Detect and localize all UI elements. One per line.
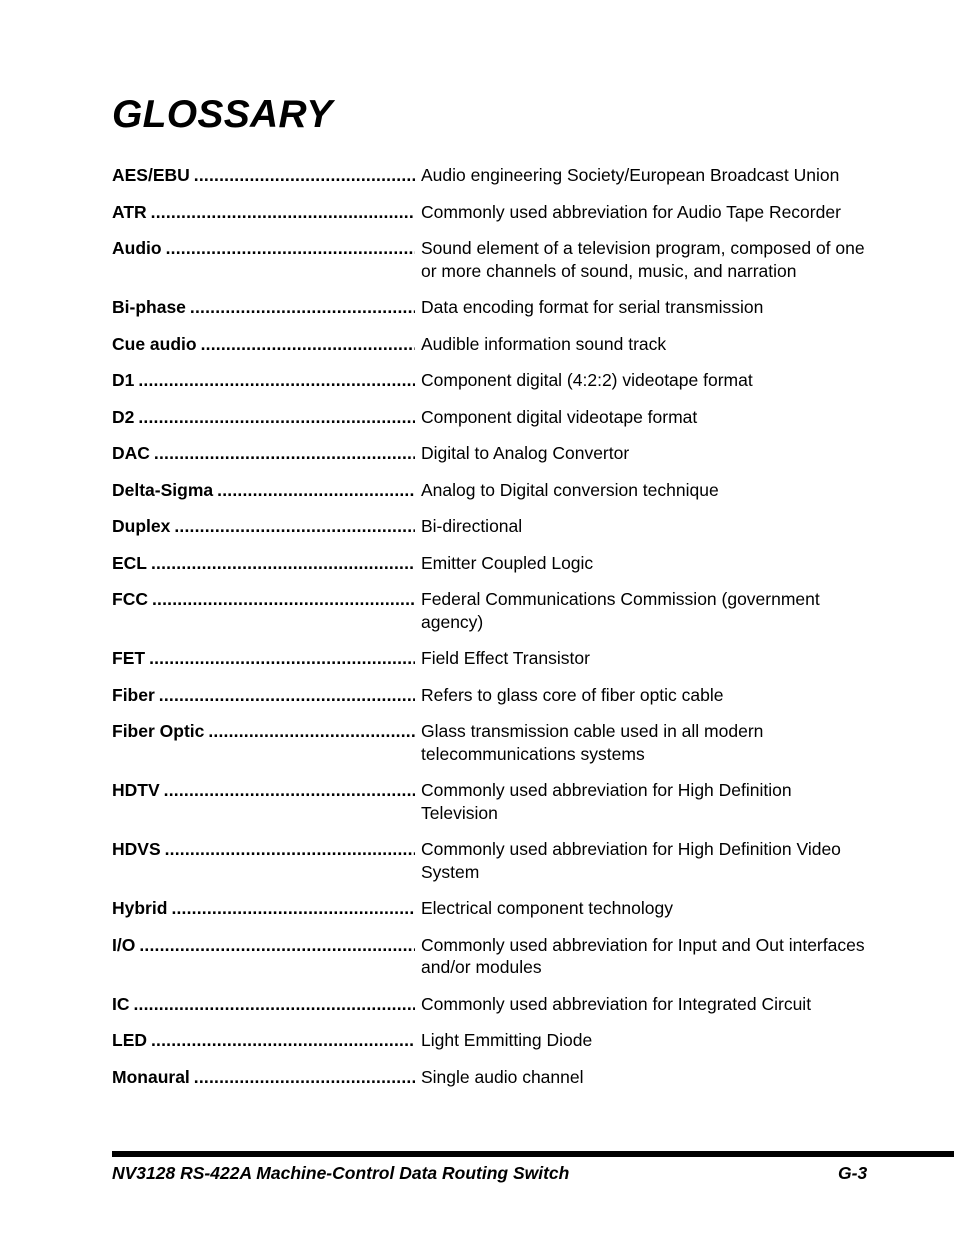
term-cell	[112, 588, 415, 611]
dot-leader	[208, 720, 415, 743]
dot-leader	[194, 164, 415, 187]
dot-leader	[149, 647, 415, 670]
glossary-entry	[112, 237, 872, 282]
glossary-definition: Emitter Coupled Logic	[421, 552, 594, 573]
term-cell	[112, 164, 415, 187]
dot-leader	[174, 515, 415, 538]
dot-leader	[154, 442, 415, 465]
dot-leader	[138, 406, 415, 429]
glossary-term: Audio	[112, 238, 162, 258]
footer-rule	[112, 1151, 954, 1157]
term-cell	[112, 515, 415, 538]
page-number: G-3	[838, 1163, 868, 1183]
glossary-entry	[112, 201, 872, 224]
glossary-entry	[112, 934, 872, 979]
glossary-entry	[112, 479, 872, 502]
glossary-definition: Bi-directional	[421, 516, 523, 536]
glossary-entry	[112, 369, 872, 392]
glossary-entry	[112, 1066, 872, 1089]
glossary-definition: Digital to Analog Convertor	[421, 443, 630, 463]
term-cell	[112, 779, 415, 802]
glossary-term: LED	[112, 1030, 147, 1050]
glossary-entry	[112, 838, 872, 883]
glossary-definition: Audio engineering Society/European Broadcast Union	[421, 165, 840, 185]
dot-leader	[166, 237, 415, 260]
glossary-definition: Light Emmitting Diode	[421, 1030, 593, 1050]
glossary-definition: Commonly used abbreviation for High Definition Television	[421, 780, 792, 823]
page-title: GLOSSARY	[112, 93, 333, 136]
glossary-term: Fiber Optic	[112, 721, 205, 741]
glossary-definition: Sound element of a television program, composed of one or more channels of sound, music, and narration	[421, 238, 865, 281]
dot-leader	[159, 684, 415, 707]
glossary-definition: Analog to Digital conversion technique	[421, 479, 719, 500]
dot-leader	[152, 588, 415, 611]
footer-title: NV3128 RS-422A Machine-Control Data Routing Switch	[112, 1163, 570, 1183]
glossary-entry	[112, 1029, 872, 1052]
glossary-definition: Commonly used abbreviation for High Definition Video System	[421, 839, 841, 882]
term-cell	[112, 720, 415, 743]
term-cell	[112, 479, 415, 502]
glossary-term: D2	[112, 406, 135, 427]
dot-leader	[164, 779, 415, 802]
term-cell	[112, 333, 415, 356]
term-cell	[112, 647, 415, 670]
glossary-entry	[112, 552, 872, 575]
glossary-entry	[112, 164, 872, 187]
glossary-entry	[112, 296, 872, 319]
dot-leader	[139, 934, 415, 957]
dot-leader	[151, 201, 415, 224]
glossary-term: IC	[112, 993, 130, 1014]
glossary-entry	[112, 442, 872, 465]
glossary-definition: Component digital (4:2:2) videotape format	[421, 370, 753, 390]
glossary-entry	[112, 647, 872, 670]
glossary-term: ATR	[112, 201, 147, 222]
glossary-definition: Component digital videotape format	[421, 406, 698, 427]
glossary-entry	[112, 897, 872, 920]
glossary-term: FCC	[112, 589, 148, 609]
glossary-entry	[112, 720, 872, 765]
glossary-term: Monaural	[112, 1066, 190, 1087]
glossary-entry	[112, 333, 872, 356]
term-cell	[112, 369, 415, 392]
term-cell	[112, 1066, 415, 1089]
glossary-term: HDTV	[112, 780, 160, 800]
glossary-term: Duplex	[112, 516, 171, 536]
glossary-term: Cue audio	[112, 333, 197, 354]
term-cell	[112, 934, 415, 957]
dot-leader	[190, 296, 415, 319]
term-cell	[112, 442, 415, 465]
dot-leader	[171, 897, 415, 920]
glossary-entry	[112, 588, 872, 633]
glossary-entry	[112, 993, 872, 1016]
glossary-definition: Electrical component technology	[421, 898, 673, 918]
dot-leader	[201, 333, 415, 356]
term-cell	[112, 993, 415, 1016]
dot-leader	[134, 993, 416, 1016]
glossary-entry	[112, 406, 872, 429]
glossary-definition: Data encoding format for serial transmission	[421, 297, 764, 317]
dot-leader	[217, 479, 415, 502]
term-cell	[112, 838, 415, 861]
glossary-definition: Commonly used abbreviation for Integrated Circuit	[421, 993, 812, 1014]
glossary-term: AES/EBU	[112, 165, 190, 185]
term-cell	[112, 552, 415, 575]
term-cell	[112, 897, 415, 920]
glossary-term: FET	[112, 648, 146, 668]
glossary-entry	[112, 779, 872, 824]
glossary-term: D1	[112, 370, 135, 390]
term-cell	[112, 201, 415, 224]
glossary-definition: Refers to glass core of fiber optic cable	[421, 684, 724, 705]
dot-leader	[194, 1066, 415, 1089]
term-cell	[112, 406, 415, 429]
term-cell	[112, 1029, 415, 1052]
term-cell	[112, 684, 415, 707]
dot-leader	[165, 838, 415, 861]
glossary-definition: Federal Communications Commission (government agency)	[421, 589, 820, 632]
glossary-term: DAC	[112, 443, 150, 463]
glossary-definition: Field Effect Transistor	[421, 648, 590, 668]
term-cell	[112, 296, 415, 319]
glossary-definition: Glass transmission cable used in all modern telecommunications systems	[421, 721, 764, 764]
dot-leader	[138, 369, 415, 392]
glossary-definition: Audible information sound track	[421, 333, 667, 354]
glossary-term: ECL	[112, 552, 147, 573]
glossary-list	[112, 164, 872, 1102]
dot-leader	[151, 552, 415, 575]
glossary-term: Hybrid	[112, 898, 168, 918]
glossary-term: HDVS	[112, 839, 161, 859]
glossary-definition: Commonly used abbreviation for Audio Tape Recorder	[421, 201, 841, 222]
term-cell	[112, 237, 415, 260]
glossary-definition: Single audio channel	[421, 1066, 584, 1087]
glossary-term: I/O	[112, 934, 136, 955]
glossary-term: Fiber	[112, 684, 155, 705]
glossary-entry	[112, 515, 872, 538]
dot-leader	[151, 1029, 415, 1052]
glossary-definition: Commonly used abbreviation for Input and Out interfaces and/or modules	[421, 934, 865, 977]
glossary-term: Bi-phase	[112, 297, 186, 317]
glossary-entry	[112, 684, 872, 707]
glossary-term: Delta-Sigma	[112, 479, 214, 500]
